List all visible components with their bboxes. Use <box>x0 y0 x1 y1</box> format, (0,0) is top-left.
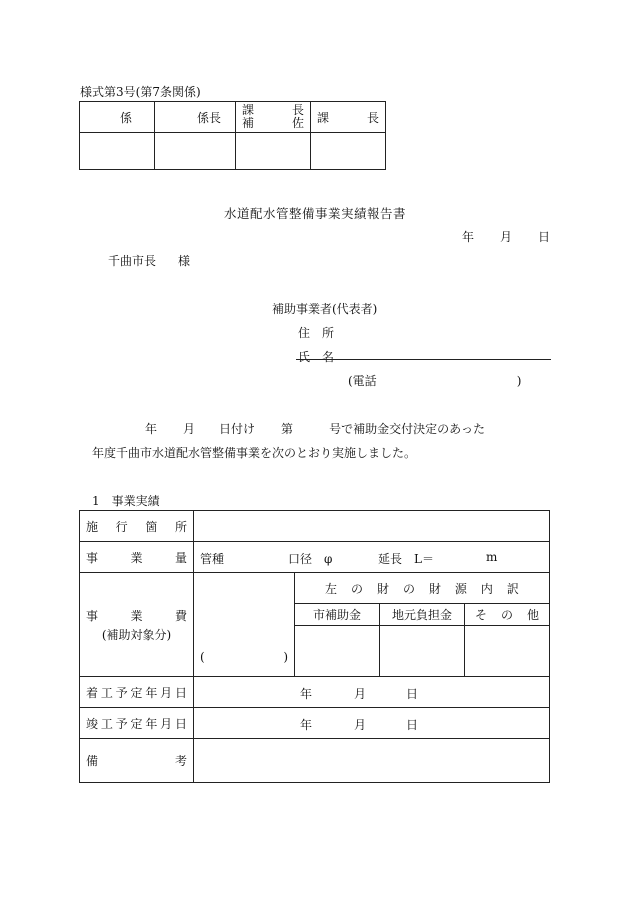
remarks-field[interactable] <box>194 739 550 783</box>
addressee: 千曲市長 様 <box>108 254 191 268</box>
cost-label: 事 業 費 (補助対象分) <box>80 573 194 677</box>
quantity-label: 事 業 量 <box>80 542 194 573</box>
applicant-label: 補助事業者(代表者) <box>272 302 378 316</box>
body-line-2: 年度千曲市水道配水管整備事業を次のとおり実施しました。 <box>92 446 417 460</box>
approval-header-assistant-director: 課 長 補 佐 <box>236 102 311 133</box>
start-date-field[interactable]: 年 月 日 <box>194 677 550 708</box>
approval-stamp-cell[interactable] <box>236 133 311 170</box>
approval-stamp-cell[interactable] <box>80 133 155 170</box>
approval-header-staff: 係 <box>80 102 155 133</box>
col-other: そ の 他 <box>465 604 550 626</box>
form-number: 様式第3号(第7条関係) <box>80 85 201 99</box>
section-heading: 1 事業実績 <box>92 494 160 508</box>
location-label: 施 行 箇 所 <box>80 511 194 542</box>
col-local-share: 地元負担金 <box>380 604 465 626</box>
approval-stamp-table <box>79 101 386 170</box>
project-results-table <box>79 510 550 783</box>
start-date-label: 着 工 予 定 年 月 日 <box>80 677 194 708</box>
remarks-label: 備 考 <box>80 739 194 783</box>
name-underline <box>296 359 551 360</box>
address-label: 住 所 <box>298 326 335 340</box>
end-date-field[interactable]: 年 月 日 <box>194 708 550 739</box>
funding-breakdown-header: 左 の 財 の 財 源 内 訳 <box>295 573 550 604</box>
body-line-1: 年 月 日付け 第 号で補助金交付決定のあった <box>145 422 485 436</box>
location-field[interactable] <box>194 511 550 542</box>
approval-header-director: 課 長 <box>311 102 386 133</box>
cost-amount-field[interactable]: ( ) <box>194 573 295 677</box>
document-title: 水道配水管整備事業実績報告書 <box>223 206 406 221</box>
other-funding-field[interactable] <box>465 626 550 677</box>
approval-stamp-cell[interactable] <box>311 133 386 170</box>
approval-stamp-cell[interactable] <box>155 133 236 170</box>
name-label: 氏 名 <box>298 350 335 364</box>
report-date: 年 月 日 <box>462 230 551 244</box>
local-share-field[interactable] <box>380 626 465 677</box>
col-city-subsidy: 市補助金 <box>295 604 380 626</box>
telephone-field: (電話 ) <box>348 374 522 388</box>
approval-header-chief: 係 長 <box>155 102 236 133</box>
city-subsidy-field[interactable] <box>295 626 380 677</box>
quantity-field[interactable]: 管種 口径 φ 延長 L＝ m <box>194 542 550 573</box>
end-date-label: 竣 工 予 定 年 月 日 <box>80 708 194 739</box>
